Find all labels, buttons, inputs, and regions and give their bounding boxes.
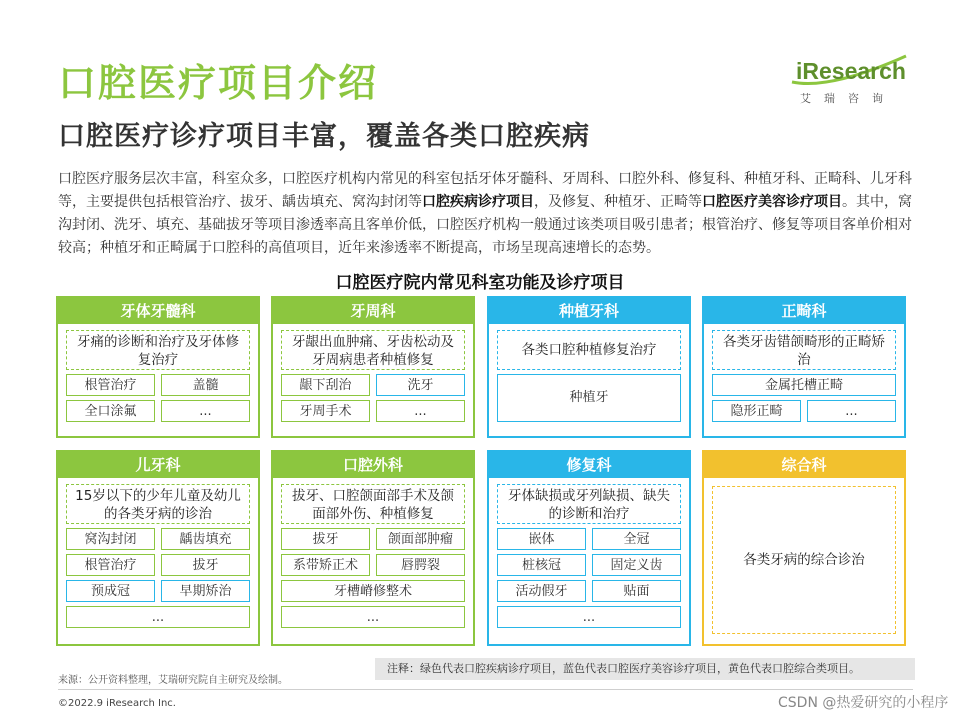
source-note: 来源：公开资料整理，艾瑞研究院自主研究及绘制。 — [58, 675, 288, 686]
card-item: 牙周手术 — [281, 400, 370, 422]
page-subtitle: 口腔医疗诊疗项目丰富，覆盖各类口腔疾病 — [58, 121, 590, 152]
card-item: 固定义齿 — [592, 554, 681, 576]
card-item: ... — [376, 400, 465, 422]
card-description: 各类牙齿错颌畸形的正畸矫治 — [712, 330, 896, 370]
card-description: 拔牙、口腔颌面部手术及颌面部外伤、种植修复 — [281, 484, 465, 524]
card-title: 正畸科 — [704, 298, 904, 324]
card-item: 龈下刮治 — [281, 374, 370, 396]
intro-paragraph — [58, 168, 918, 260]
card-item: 全口涂氟 — [66, 400, 155, 422]
card-item: 全冠 — [592, 528, 681, 550]
card-item: 颌面部肿瘤 — [376, 528, 465, 550]
card-prosthodontics — [487, 450, 691, 646]
intro-text-1: 口腔医疗服务层次丰富，科室众多，口腔医疗机构内常见的科室包括牙体牙髓科、牙周科、口腔外科、修复科、种植牙科、正畸科、儿牙科等，主要提供包括根管治疗、拔牙、龋齿填充、窝沟封闭等 — [58, 171, 912, 210]
card-item: ... — [161, 400, 250, 422]
card-item: 盖髓 — [161, 374, 250, 396]
card-items — [66, 374, 250, 422]
card-items — [281, 374, 465, 422]
copyright-text: ©2022.9 iResearch Inc. — [58, 698, 176, 709]
card-title: 儿牙科 — [58, 452, 258, 478]
card-title: 综合科 — [704, 452, 904, 478]
intro-bold-2: 口腔医疗美容诊疗项目 — [702, 194, 842, 210]
card-item: 早期矫治 — [161, 580, 250, 602]
card-item: 金属托槽正畸 — [712, 374, 896, 396]
card-title: 修复科 — [489, 452, 689, 478]
card-item: 桩核冠 — [497, 554, 586, 576]
card-items — [497, 374, 681, 422]
card-description: 各类口腔种植修复治疗 — [497, 330, 681, 370]
card-description: 牙龈出血肿痛、牙齿松动及牙周病患者种植修复 — [281, 330, 465, 370]
card-item: 龋齿填充 — [161, 528, 250, 550]
legend-note: 注释：绿色代表口腔疾病诊疗项目，蓝色代表口腔医疗美容诊疗项目，黄色代表口腔综合类项目。 — [375, 658, 915, 680]
card-item: 系带矫正术 — [281, 554, 370, 576]
card-title: 种植牙科 — [489, 298, 689, 324]
card-description: 15岁以下的少年儿童及幼儿的各类牙病的诊治 — [66, 484, 250, 524]
card-item: 贴面 — [592, 580, 681, 602]
intro-bold-1: 口腔疾病诊疗项目 — [422, 194, 534, 210]
card-periodontics — [271, 296, 475, 438]
intro-text-2: ，及修复、种植牙、正畸等 — [534, 194, 702, 210]
card-pediatric-dentistry — [56, 450, 260, 646]
watermark-text: CSDN @热爱研究的小程序 — [778, 695, 949, 711]
card-item: 洗牙 — [376, 374, 465, 396]
card-item: ... — [281, 606, 465, 628]
card-endodontics — [56, 296, 260, 438]
card-items — [712, 374, 896, 422]
card-item: 隐形正畸 — [712, 400, 801, 422]
card-item: 根管治疗 — [66, 374, 155, 396]
card-items — [281, 528, 465, 628]
logo-text: iResearch — [796, 58, 906, 84]
card-description: 牙体缺损或牙列缺损、缺失的诊断和治疗 — [497, 484, 681, 524]
card-item: 嵌体 — [497, 528, 586, 550]
card-item: 拔牙 — [161, 554, 250, 576]
page-title: 口腔医疗项目介绍 — [58, 61, 379, 105]
card-item: 预成冠 — [66, 580, 155, 602]
card-items — [66, 528, 250, 628]
card-item: 窝沟封闭 — [66, 528, 155, 550]
card-general-dentistry — [702, 450, 906, 646]
diagram-title: 口腔医疗院内常见科室功能及诊疗项目 — [335, 273, 625, 293]
logo-subtext: 艾瑞咨询 — [800, 92, 896, 105]
card-description: 牙痛的诊断和治疗及牙体修复治疗 — [66, 330, 250, 370]
iresearch-logo — [790, 52, 910, 110]
card-item: ... — [807, 400, 896, 422]
card-item: 根管治疗 — [66, 554, 155, 576]
intro-text-3: 。其中，窝沟封闭、洗牙、填充、基础拔牙等项目渗透率高且客单价低，口腔医疗机构一般通过该类项目吸引患者；根管治疗、修复等项目客单价相对较高；种植牙和正畸属于口腔科的高值项目，近年来渗透率不断提高，市场呈现高速增长的态势。 — [58, 194, 912, 256]
card-item: 拔牙 — [281, 528, 370, 550]
card-title: 牙周科 — [273, 298, 473, 324]
card-item: 唇腭裂 — [376, 554, 465, 576]
card-items — [497, 528, 681, 628]
card-item: ... — [497, 606, 681, 628]
card-description: 各类牙病的综合诊治 — [712, 486, 896, 634]
card-item: ... — [66, 606, 250, 628]
card-item: 牙槽嵴修整术 — [281, 580, 465, 602]
card-title: 口腔外科 — [273, 452, 473, 478]
card-implantology — [487, 296, 691, 438]
footer-divider — [58, 689, 913, 690]
card-item: 活动假牙 — [497, 580, 586, 602]
card-title: 牙体牙髓科 — [58, 298, 258, 324]
card-item: 种植牙 — [497, 374, 681, 422]
card-oral-surgery — [271, 450, 475, 646]
card-orthodontics — [702, 296, 906, 438]
